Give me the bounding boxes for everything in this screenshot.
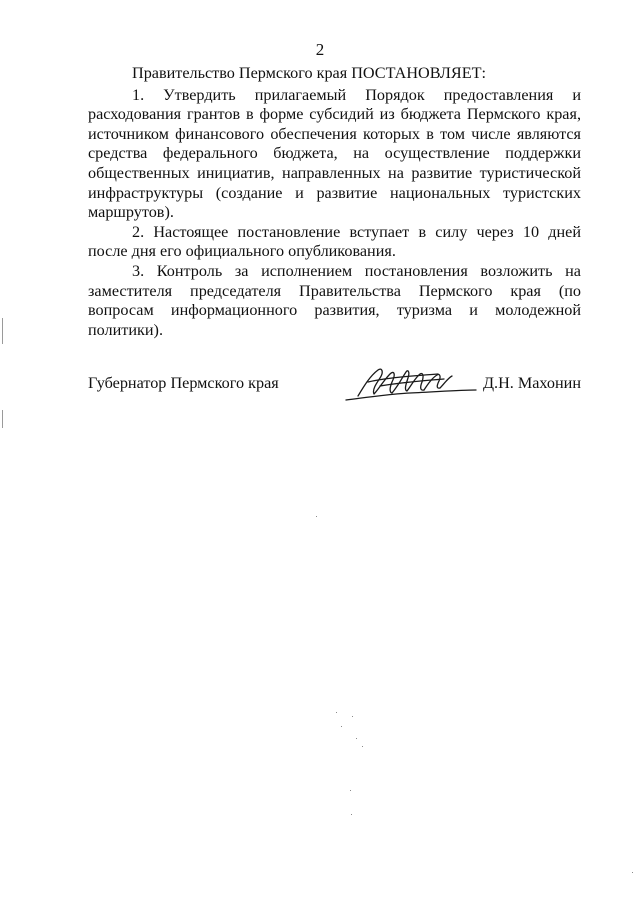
scan-margin-mark bbox=[2, 318, 3, 344]
scan-speck bbox=[356, 738, 357, 739]
scan-speck bbox=[362, 746, 363, 747]
scan-speck bbox=[352, 716, 353, 717]
signatory-name: Д.Н. Махонин bbox=[482, 374, 581, 392]
resolution-item-2: 2. Настоящее постановление вступает в силу через 10 дней после дня его официального опубликования. bbox=[88, 222, 581, 261]
scan-margin-mark bbox=[2, 410, 3, 428]
scan-speck bbox=[336, 712, 337, 713]
scan-speck bbox=[632, 872, 633, 873]
resolution-item-3: 3. Контроль за исполнением постановления возложить на заместителя председателя Правительства Пермского края (по вопросам информационного развития, туризма и молодежной политики). bbox=[88, 261, 581, 339]
scan-speck bbox=[341, 726, 342, 727]
resolution-item-1: 1. Утвердить прилагаемый Порядок предоставления и расходования грантов в форме субсидий из бюджета Пермского края, источником финансового обеспечения которых в том числе являются средства федерального бюджета, на осуществление поддержки общественных инициатив, направленных на развитие туристической инфраструктуры (создание и развитие национальных туристских маршрутов). bbox=[88, 85, 581, 222]
scan-speck bbox=[316, 516, 317, 517]
resolution-intro: Правительство Пермского края ПОСТАНОВЛЯЕТ: bbox=[132, 64, 486, 82]
signatory-title: Губернатор Пермского края bbox=[88, 374, 279, 392]
handwritten-signature bbox=[340, 360, 480, 408]
scan-speck bbox=[351, 814, 352, 815]
document-body bbox=[88, 64, 581, 340]
page-number: 2 bbox=[315, 40, 325, 59]
scan-speck bbox=[350, 790, 351, 791]
